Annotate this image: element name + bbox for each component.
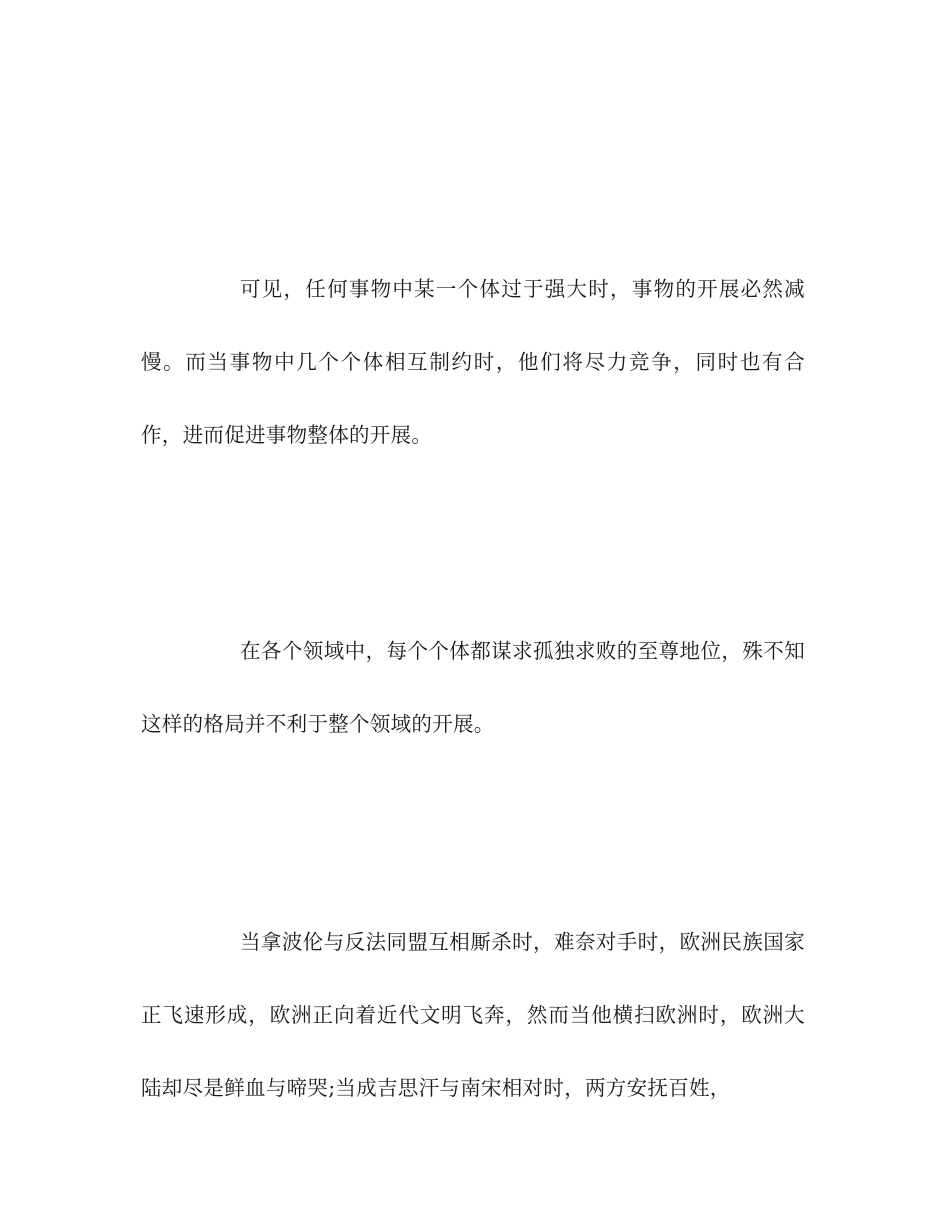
paragraph-1: 可见，任何事物中某一个体过于强大时，事物的开展必然减慢。而当事物中几个个体相互制约时，他们将尽力竞争，同时也有合作，进而促进事物整体的开展。: [141, 277, 805, 447]
paragraph-3: 当拿波伦与反法同盟互相厮杀时，难奈对手时，欧洲民族国家正飞速形成，欧洲正向着近代文明飞奔，然而当他横扫欧洲时，欧洲大陆却尽是鲜血与啼哭;当成吉思汗与南宋相对时，两方安抚百姓，: [141, 930, 805, 1100]
paragraph-2: 在各个领域中，每个个体都谋求孤独求败的至尊地位，殊不知这样的格局并不利于整个领域的开展。: [141, 639, 805, 736]
